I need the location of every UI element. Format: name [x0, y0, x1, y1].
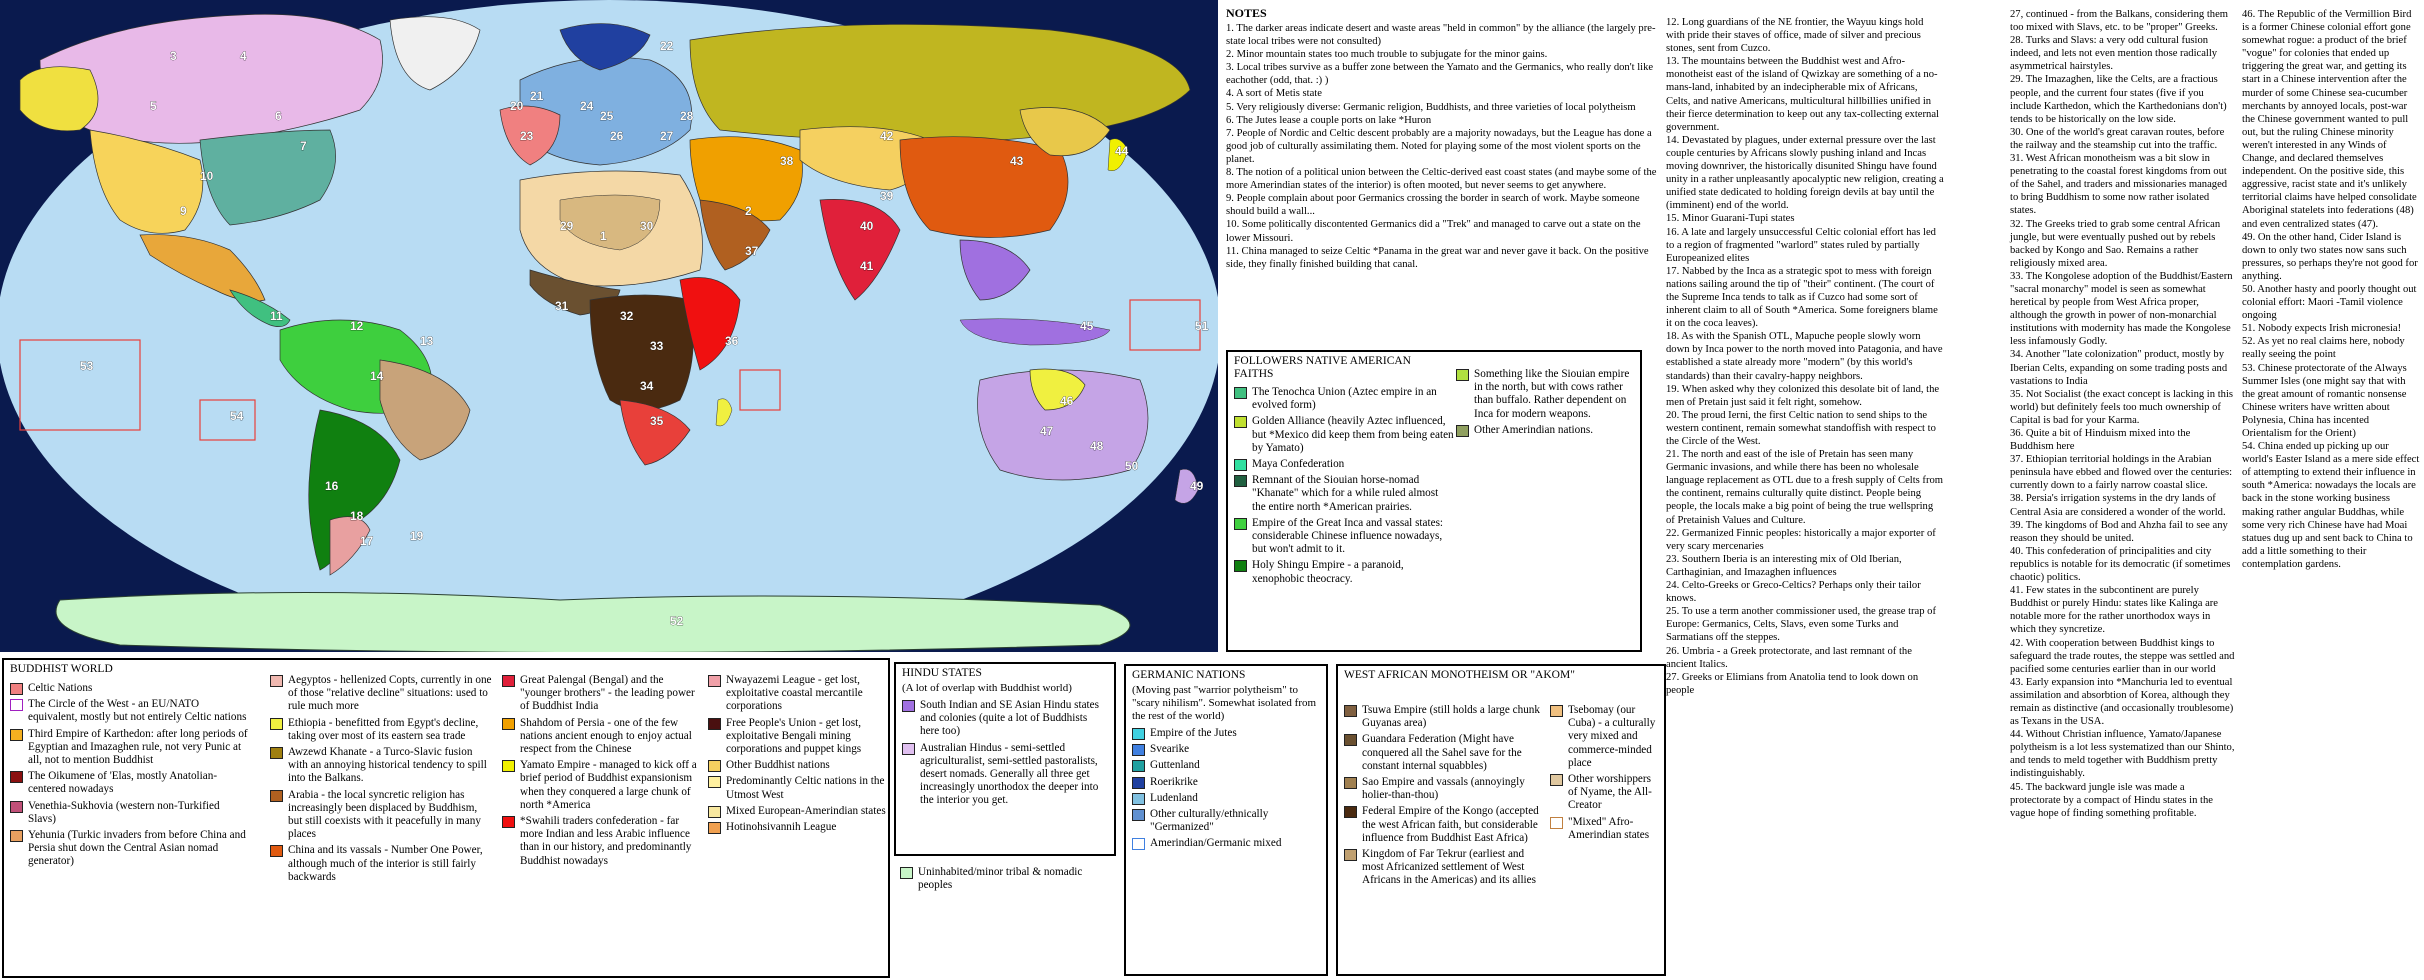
note-item: 12. Long guardians of the NE frontier, the Wayuu kings hold with pride their staves of office, made of silver and precious stones, sent from Cuzco. [1666, 17, 1924, 55]
legend-swatch [10, 801, 23, 813]
map-region-number: 21 [530, 89, 544, 103]
note-item: 7. People of Nordic and Celtic descent probably are a majority nowadays, but the League has done a good job of culturally assimilating them. Noted for playing some of the most violent sports on the planet. [1226, 127, 1652, 165]
legend-swatch [502, 760, 515, 772]
map-region-number: 39 [880, 189, 894, 203]
legend-buddhist-col-1 [10, 682, 250, 872]
map-region-number: 6 [275, 109, 282, 123]
legend-label: Celtic Nations [28, 682, 93, 694]
legend-swatch [10, 729, 23, 741]
map-region-number: 13 [420, 334, 434, 348]
map-region-number: 49 [1190, 479, 1204, 493]
notes-column-3 [2010, 8, 2235, 820]
legend-item [708, 674, 886, 714]
notes-column-4 [2242, 8, 2420, 571]
note-item: 13. The mountains between the Buddhist west and Afro-monotheist east of the island of Qwizkay are something of a no-mans-land, inhabited by an indecipherable mix of Africans, Celts, and native Americans, multicultural hillbillies unified in their fierce determination to keep out any tax-collecting external government. [1666, 56, 1939, 133]
legend-swatch [10, 699, 23, 711]
map-region-number: 16 [325, 479, 339, 493]
note-item: 18. As with the Spanish OTL, Mapuche people slowly worn down by Inca power to the north moved into Patagonia, and have established a state already more "modern" (by this world's standards) than their cavalry-happy neighbors. [1666, 331, 1943, 382]
map-region-number: 31 [555, 299, 569, 313]
note-item: 19. When asked why they colonized this desolate bit of land, the men of Pretain just said it felt right, somehow. [1666, 383, 1940, 408]
legend-item [10, 800, 250, 826]
note-item: 52. As yet no real claims here, nobody really seeing the point [2242, 336, 2405, 361]
legend-label: Ludenland [1150, 791, 1198, 804]
note-item: 6. The Jutes lease a couple ports on lake *Huron [1226, 114, 1432, 126]
note-item: 28. Turks and Slavs: a very odd cultural fusion indeed, and lets not even mention those radically asymmetrical hairstyles. [2010, 35, 2218, 73]
map-region-number: 1 [600, 229, 607, 243]
note-item: 27, continued - from the Balkans, considering them too mixed with Slavs, etc. to be "proper" Greeks. [2010, 9, 2229, 34]
note-item: 33. The Kongolese adoption of the Buddhist/Eastern "sacral monarchy" model is seen as somewhat heretical by people from West Africa proper, although the growth in power of non-monarchial institutions with modernity has made the Kongolese less infamously Godly. [2010, 270, 2233, 348]
map-region-number: 4 [240, 49, 247, 63]
legend-hindu-title: HINDU STATES [902, 667, 982, 679]
legend-item [270, 717, 492, 743]
map-region-number: 25 [600, 109, 614, 123]
legend-swatch [1344, 734, 1357, 746]
note-item: 38. Persia's irrigation systems in the dry lands of Central Asia are considered a wonder of the world. [2010, 493, 2226, 518]
note-item: 53. Chinese protectorate of the Always Summer Isles (one might say that with the great amount of romantic nonsense Chinese writers have written about Polynesia, China has incented Orientalism for the Orient) [2242, 362, 2407, 439]
legend-swatch [1550, 705, 1563, 717]
legend-item [1234, 415, 1454, 455]
map-region-number: 26 [610, 129, 624, 143]
legend-label: Guandara Federation (Might have conquered all the Sahel save for the constant internal squabbles) [1362, 733, 1522, 772]
legend-swatch [708, 675, 721, 687]
legend-buddhist-col-3 [502, 674, 700, 871]
legend-item [708, 805, 886, 818]
legend-item [1344, 848, 1544, 888]
legend-native-title: FOLLOWERS NATIVE AMERICAN FAITHS [1234, 355, 1411, 380]
note-item: 35. Not Socialist (the exact concept is lacking in this world) but definitely feels too much ownership of Capital is bad for your Karma. [2010, 388, 2234, 426]
legend-swatch [270, 790, 283, 802]
map-region-number: 7 [300, 139, 307, 153]
legend-swatch [1132, 777, 1145, 789]
legend-item [1344, 776, 1544, 802]
note-item: 9. People complain about poor Germanics crossing the border in search of work. Maybe someone should build a wall... [1226, 193, 1640, 218]
legend-item [1456, 368, 1636, 421]
legend-label: The Tenochca Union (Aztec empire in an evolved form) [1252, 386, 1437, 412]
legend-label: Something like the Siouian empire in the north, but with cows rather than buffalo. Rather dependent on Inca for modern weapons. [1474, 368, 1630, 420]
legend-swatch [270, 845, 283, 857]
legend-label: The Circle of the West - an EU/NATO equivalent, mostly but not entirely Celtic nations [28, 698, 247, 724]
notes-heading: NOTES [1226, 6, 1267, 20]
legend-swatch [708, 760, 721, 772]
legend-item [708, 821, 886, 834]
map-region-number: 34 [640, 379, 654, 393]
note-item: 10. Some politically discontented Germanics did a "Trek" and managed to carve out a state on the lower Missouri. [1226, 219, 1641, 244]
legend-item [1132, 727, 1320, 740]
map-region-number: 22 [660, 39, 674, 53]
legend-label: Guttenland [1150, 759, 1200, 772]
legend-label: Tsuwa Empire (still holds a large chunk Guyanas area) [1362, 704, 1540, 730]
map-region-number: 37 [745, 244, 759, 258]
legend-germanic-nations [1124, 664, 1328, 976]
legend-item [1132, 776, 1320, 789]
legend-item [708, 759, 886, 772]
note-item: 27. Greeks or Elimians from Anatolia tend to look down on people [1666, 671, 1919, 696]
legend-label: Awzewd Khanate - a Turco-Slavic fusion with an annoying historical tendency to spill into the Balkans. [288, 746, 487, 785]
map-region-number: 19 [410, 529, 424, 543]
note-item: 26. Umbria - a Greek protectorate, and last remnant of the ancient Italics. [1666, 645, 1912, 670]
legend-native-col-1 [1234, 386, 1454, 589]
legend-label: Empire of the Jutes [1150, 727, 1237, 739]
note-item: 20. The proud Ierni, the first Celtic nation to send ships to the western continent, remain somewhat standoffish with respect to the Circle of the West. [1666, 409, 1936, 447]
note-item: 43. Early expansion into *Manchuria led to eventual assimilation and absorbtion of Korea, although they remain as distinctive (and occasionally troublesome) as Texans in the USA. [2010, 676, 2234, 728]
map-region-number: 54 [230, 409, 244, 423]
map-region-number: 36 [725, 334, 739, 348]
legend-buddhist-world [2, 658, 890, 978]
map-region-number: 41 [860, 259, 874, 273]
legend-swatch [270, 747, 283, 759]
note-item: 32. The Greeks tried to grab some central African jungle, but were eventually pushed out by rebels backed by Kongo and Sao. Remains a rather religiously mixed area. [2010, 218, 2221, 269]
legend-swatch [502, 816, 515, 828]
map-region-number: 44 [1115, 144, 1129, 158]
note-item: 29. The Imazaghen, like the Celts, are a fractious people, and the current four states (five if you include Karthedon, which the Karthedonians don't) tends to be historically on the low side. [2010, 74, 2227, 125]
legend-swatch [1344, 705, 1357, 717]
china [900, 137, 1068, 238]
note-item: 45. The backward jungle isle was made a protectorate by a compact of Hindu states in the vague hope of finding something profitable. [2010, 781, 2213, 819]
legend-label: Predominantly Celtic nations in the Utmost West [726, 775, 885, 801]
legend-item [1132, 837, 1320, 850]
note-item: 36. Quite a bit of Hinduism mixed into the Buddhism here [2010, 428, 2191, 453]
legend-swatch [708, 718, 721, 730]
map-region-number: 14 [370, 369, 384, 383]
legend-label: Federal Empire of the Kongo (accepted the west African faith, but considerable influence from Buddhist East Africa) [1362, 805, 1539, 844]
legend-buddhist-col-2 [270, 674, 492, 887]
map-region-number: 50 [1125, 459, 1139, 473]
map-region-number: 51 [1195, 319, 1209, 333]
map-region-number: 43 [1010, 154, 1024, 168]
legend-swatch [1234, 416, 1247, 428]
map-region-number: 12 [350, 319, 364, 333]
legend-swatch [708, 806, 721, 818]
note-item: 3. Local tribes survive as a buffer zone between the Yamato and the Germanics, who really don't like eachother (odd, that. :) ) [1226, 62, 1654, 87]
legend-item [10, 770, 250, 796]
legend-item [10, 698, 250, 724]
legend-label: Nwayazemi League - get lost, exploitative coastal mercantile corporations [726, 674, 863, 713]
legend-label: *Swahili traders confederation - far more Indian and less Arabic influence than in our history, and predominantly Buddhist nowadays [520, 815, 692, 867]
map-region-number: 45 [1080, 319, 1094, 333]
legend-label: Svearike [1150, 743, 1190, 756]
legend-item [1132, 743, 1320, 756]
legend-uninhabited [900, 866, 1110, 895]
legend-label: Ethiopia - benefitted from Egypt's decline, taking over most of its eastern sea trade [288, 716, 479, 742]
legend-swatch [1456, 425, 1469, 437]
legend-west-african-akom [1336, 664, 1666, 976]
legend-germanic-items [1132, 727, 1320, 851]
legend-swatch [1456, 369, 1469, 381]
legend-label: Other Amerindian nations. [1474, 423, 1593, 436]
note-item: 41. Few states in the subcontinent are purely Buddhist or purely Hindu: states like Kalinga are notable more for the rather unorthodox ways in which they syncretize. [2010, 585, 2219, 636]
map-region-number: 2 [745, 204, 752, 218]
legend-swatch [1550, 817, 1563, 829]
legend-swatch [270, 718, 283, 730]
map-region-number: 29 [560, 219, 574, 233]
legend-item [270, 746, 492, 786]
map-region-number: 3 [170, 49, 177, 63]
legend-item [708, 775, 886, 801]
legend-label: Tsebomay (our Cuba) - a culturally very mixed and commerce-minded place [1568, 704, 1656, 769]
note-item: 23. Southern Iberia is an interesting mix of Old Iberian, Carthaginian, and Imazaghen influences [1666, 553, 1902, 578]
legend-swatch [1344, 849, 1357, 861]
legend-swatch [1344, 777, 1357, 789]
legend-item [902, 699, 1108, 739]
legend-item [10, 682, 250, 695]
map-region-number: 40 [860, 219, 874, 233]
legend-swatch [1132, 838, 1145, 850]
map-region-number: 10 [200, 169, 214, 183]
legend-label: Other Buddhist nations [726, 759, 830, 772]
legend-native-col-2 [1456, 368, 1636, 440]
legend-label: Roerikrike [1150, 775, 1198, 788]
note-item: 25. To use a term another commissioner used, the grease trap of Europe: Germanics, Celts, Slavs, even some Turks and Sarmatians off the steppes. [1666, 606, 1937, 644]
legend-label: Shahdom of Persia - one of the few nations ancient enough to enjoy actual respect from the Chinese [520, 716, 692, 756]
notes-column-2 [1666, 16, 1944, 697]
legend-item [1132, 808, 1320, 834]
world-map [0, 0, 1218, 652]
legend-label: Arabia - the local syncretic religion has increasingly been displaced by Buddhism, but still coexists with it peacefully in many places [288, 788, 481, 841]
map-region-number: 33 [650, 339, 664, 353]
legend-swatch [10, 830, 23, 842]
map-region-number: 35 [650, 414, 664, 428]
legend-label: Yehunia (Turkic invaders from before China and Persia shut down the Central Asian nomad generator) [28, 829, 246, 868]
note-item: 39. The kingdoms of Bod and Ahzha fail to see any reason they should be united. [2010, 519, 2228, 544]
legend-akom-col-1 [1344, 704, 1544, 891]
legend-germanic-title: GERMANIC NATIONS [1132, 669, 1246, 681]
note-item: 40. This confederation of principalities and city republics is notable for its democratic (if sometimes chaotic) politics. [2010, 545, 2231, 584]
note-item: 22. Germanized Finnic peoples: historically a major exporter of very scary mercenaries [1666, 527, 1936, 552]
legend-item [1234, 458, 1454, 471]
legend-item [1456, 424, 1636, 437]
russia [690, 24, 1190, 141]
map-region-number: 52 [670, 614, 684, 628]
note-item: 46. The Republic of the Vermillion Bird is a former Chinese colonial effort gone somewhat rogue: a product of the brief "vogue" for colonies that ended up triggering the great war, and getting its start in a Chinese intervention after the murder of some Chinese sea-cucumber merchants by annoyed locals, post-war the Chinese government wanted to pull out, but the ruling Chinese minority weren't interested in any Winds of Change, and declared themselves independent. On the positive side, this aggressive, racist state and it's unlikely territorial claims have helped consolidate Aboriginal statelets into federations (48) and even centralized states (47). [2242, 9, 2417, 230]
legend-swatch [1234, 475, 1247, 487]
legend-label: Yamato Empire - managed to kick off a brief period of Buddhist expansionism when they conquered a large chunk of north *America [520, 759, 697, 811]
legend-label: Empire of the Great Inca and vassal states: considerable Chinese influence nowadays, but won't admit to it. [1252, 516, 1444, 556]
legend-swatch [1132, 793, 1145, 805]
legend-hindu-subtitle: (A lot of overlap with Buddhist world) [902, 682, 1072, 694]
legend-item [1234, 386, 1454, 412]
legend-item [1550, 773, 1662, 813]
note-item: 14. Devastated by plagues, under external pressure over the last couple centuries by Africans slowly pushing inland and Incas moving downriver, the historically disunited Shingu have found unity in a rather unpleasantly apocalyptic new religion, creating a unified state dedicated to holding foreign devils at bay until the (imminent) end of the world. [1666, 134, 1944, 212]
legend-item [502, 674, 700, 714]
legend-item [1234, 474, 1454, 514]
legend-label: Australian Hindus - semi-settled agriculturalist, semi-settled pastoralists, desert nomads. Generally all three get increasingly unorthodox the deeper into the interior you get. [920, 741, 1099, 807]
legend-hindu-states [894, 662, 1116, 856]
note-item: 17. Nabbed by the Inca as a strategic spot to mess with foreign nations sailing around the tip of "their" continent. (The court of the Supreme Inca tends to talk as if Cuzco had some sort of inherent claim to all of South *America. Some foreigners blame it on the coca leaves). [1666, 265, 1938, 330]
legend-item [902, 742, 1108, 808]
note-item: 1. The darker areas indicate desert and waste areas "held in common" by the alliance (the largely pre-state local tribes were not consulted) [1226, 23, 1656, 48]
legend-item [270, 789, 492, 842]
legend-swatch [502, 675, 515, 687]
map-region-number: 18 [350, 509, 364, 523]
legend-swatch [10, 683, 23, 695]
map-region-number: 30 [640, 219, 654, 233]
note-item: 21. The north and east of the isle of Pretain has seen many Germanic invasions, and while there has been no wholesale language replacement as OTL due to a fresh supply of Celts from the continent, remains culturally quite distinct. People being people, the locals make a big point of being the true wellspring of Pretainish Values and Culture. [1666, 449, 1944, 526]
legend-swatch [708, 822, 721, 834]
legend-label: Sao Empire and vassals (annoyingly holier-than-thou) [1362, 776, 1525, 802]
legend-swatch [1234, 518, 1247, 530]
legend-item [10, 829, 250, 869]
note-item: 31. West African monotheism was a bit slow in penetrating to the coastal forest kingdoms from out of the Sahel, and traders and missionaries managed to bring Buddhism to some now rather isolated states. [2010, 153, 2228, 217]
map-region-number: 47 [1040, 424, 1054, 438]
notes-column-1 [1226, 22, 1660, 271]
map-region-number: 17 [360, 534, 374, 548]
legend-native-american [1226, 350, 1642, 652]
legend-item [502, 815, 700, 868]
legend-item [502, 717, 700, 757]
legend-swatch [1132, 809, 1145, 821]
legend-buddhist-title: BUDDHIST WORLD [10, 663, 113, 675]
legend-label: China and its vassals - Number One Power, although much of the interior is still fairly backwards [288, 844, 483, 883]
legend-label: Mixed European-Amerindian states [726, 804, 886, 817]
map-region-number: 32 [620, 309, 634, 323]
legend-label: "Mixed" Afro-Amerindian states [1568, 815, 1650, 841]
map-region-number: 53 [80, 359, 94, 373]
note-item: 2. Minor mountain states too much trouble to subjugate for the minor gains. [1226, 49, 1548, 61]
note-item: 42. With cooperation between Buddhist kings to safeguard the trade routes, the steppe was settled and pacified some centuries earlier than in our world [2010, 637, 2235, 675]
note-item: 24. Celto-Greeks or Greco-Celtics? Perhaps only their tailor knows. [1666, 580, 1921, 605]
legend-item [270, 674, 492, 714]
uninhabited-label: Uninhabited/minor tribal & nomadic peoples [918, 866, 1083, 892]
legend-label: Other worshippers of Nyame, the All-Creator [1568, 773, 1652, 812]
note-item: 5. Very religiously diverse: Germanic religion, Buddhists, and three varieties of local polytheism [1226, 101, 1636, 113]
note-item: 16. A late and largely unsuccessful Celtic colonial effort has led to a region of fragmented "warlord" states ruled by partially Europeanized elites [1666, 226, 1936, 264]
legend-label: Kingdom of Far Tekrur (earliest and most Africanized settlement of West Africans in the Americas) and its allies [1362, 848, 1536, 887]
legend-label: Golden Alliance (heavily Aztec influenced, but *Mexico did keep them from being eaten by Yamato) [1252, 415, 1454, 454]
legend-swatch [1550, 774, 1563, 786]
legend-swatch [708, 776, 721, 788]
legend-label: Maya Confederation [1252, 458, 1345, 471]
legend-swatch [270, 675, 283, 687]
legend-swatch [902, 743, 915, 755]
map-region-number: 11 [270, 309, 283, 323]
legend-label: Holy Shingu Empire - a paranoid, xenophobic theocracy. [1252, 559, 1404, 585]
legend-item [270, 844, 492, 884]
legend-item [1344, 733, 1544, 773]
legend-label: The Oikumene of 'Elas, mostly Anatolian-centered nowadays [28, 770, 218, 796]
legend-label: Amerindian/Germanic mixed [1150, 837, 1282, 850]
legend-item [1344, 704, 1544, 730]
uninhabited-swatch [900, 867, 913, 879]
legend-label: Hotinohsivannih League [726, 821, 837, 834]
legend-label: Great Palengal (Bengal) and the "younger brothers" - the leading power of Buddhist India [520, 674, 695, 713]
map-region-number: 20 [510, 99, 524, 113]
legend-swatch [502, 718, 515, 730]
note-item: 30. One of the world's great caravan routes, before the railway and the steamship cut into the traffic. [2010, 126, 2225, 151]
legend-swatch [1132, 744, 1145, 756]
legend-label: Venethia-Sukhovia (western non-Turkified Slavs) [28, 799, 220, 825]
legend-swatch [1234, 560, 1247, 572]
legend-hindu-items [902, 699, 1108, 808]
legend-label: Free People's Union - get lost, exploitative Bengali mining corporations and puppet kings [726, 716, 862, 756]
legend-akom-col-2 [1550, 704, 1662, 845]
legend-swatch [1234, 459, 1247, 471]
alaska [20, 67, 98, 131]
note-item: 49. On the other hand, Cider Island is down to only two states now sans such pressures, so perhaps they're not good for anything. [2242, 231, 2418, 282]
note-item: 34. Another "late colonization" product, mostly by Iberian Celts, expanding on some trading posts and vastations to India [2010, 349, 2228, 387]
legend-label: Third Empire of Karthedon: after long periods of Egyptian and Imazaghen rule, not very Punic at all, not to mention Buddhist [28, 727, 248, 767]
legend-swatch [1132, 760, 1145, 772]
note-item: 4. A sort of Metis state [1226, 88, 1322, 100]
note-item: 11. China managed to seize Celtic *Panama in the great war and never gave it back. On the positive side, they finally finished building that canal. [1226, 245, 1649, 270]
legend-swatch [10, 771, 23, 783]
legend-label: Remnant of the Siouian horse-nomad "Khanate" which for a while ruled almost the entire north *American prairies. [1252, 474, 1439, 513]
map-region-number: 28 [680, 109, 694, 123]
map-region-number: 24 [580, 99, 594, 113]
legend-item [502, 759, 700, 812]
legend-buddhist-col-4 [708, 674, 886, 837]
legend-label: Aegyptos - hellenized Copts, currently in one of those "relative decline" situations: used to rule much more [288, 674, 492, 713]
legend-item [1344, 805, 1544, 845]
note-item: 15. Minor Guarani-Tupi states [1666, 213, 1795, 225]
map-region-number: 46 [1060, 394, 1074, 408]
note-item: 51. Nobody expects Irish micronesia! [2242, 323, 2402, 335]
map-region-number: 48 [1090, 439, 1104, 453]
legend-item [1234, 517, 1454, 557]
legend-label: South Indian and SE Asian Hindu states and colonies (quite a lot of Buddhists here too) [920, 699, 1099, 738]
note-item: 8. The notion of a political union between the Celtic-derived east coast states (and maybe some of the more Amerindian states of the interior) is often mooted, but never seems to get anywhere. [1226, 167, 1657, 192]
note-item: 54. China ended up picking up our world's Easter Island as a mere side effect of attempting to extend their influence in south *America: nowadays the locals are back in the stone working business making rather angular Buddhas, while some very rich Chinese have had Moai statues dug up and sent back to China to add a little something to their contemplation gardens. [2242, 441, 2420, 570]
antarctica [56, 593, 1130, 653]
legend-item [1234, 559, 1454, 585]
legend-item [1550, 816, 1662, 842]
legend-item [10, 728, 250, 768]
map-region-number: 38 [780, 154, 794, 168]
map-region-number: 42 [880, 129, 894, 143]
legend-label: Other culturally/ethnically "Germanized" [1150, 808, 1269, 834]
note-item: 37. Ethiopian territorial holdings in the Arabian peninsula have ebbed and flowed over the centuries: currently down to a fairly narrow coastal slice. [2010, 454, 2233, 492]
map-region-number: 9 [180, 204, 187, 218]
map-region-number: 5 [150, 99, 157, 113]
legend-germanic-subtitle: (Moving past "warrior polytheism" to "scary nihilism". Somewhat isolated from the rest of the world) [1132, 684, 1317, 722]
legend-item [1132, 792, 1320, 805]
map-region-number: 23 [520, 129, 534, 143]
legend-item [708, 717, 886, 757]
legend-item [1550, 704, 1662, 770]
legend-item [1132, 759, 1320, 772]
legend-akom-title: WEST AFRICAN MONOTHEISM OR "AKOM" [1344, 669, 1575, 681]
note-item: 50. Another hasty and poorly thought out colonial effort: Maori -Tamil violence ongoing [2242, 283, 2417, 322]
legend-swatch [1132, 728, 1145, 740]
legend-swatch [1234, 387, 1247, 399]
legend-swatch [1344, 806, 1357, 818]
map-region-number: 27 [660, 129, 674, 143]
note-item: 44. Without Christian influence, Yamato/Japanese polytheism is a lot less systematized than our Shinto, and tends to meld together with Buddhism pretty indistinguishably. [2010, 729, 2235, 780]
legend-swatch [902, 700, 915, 712]
